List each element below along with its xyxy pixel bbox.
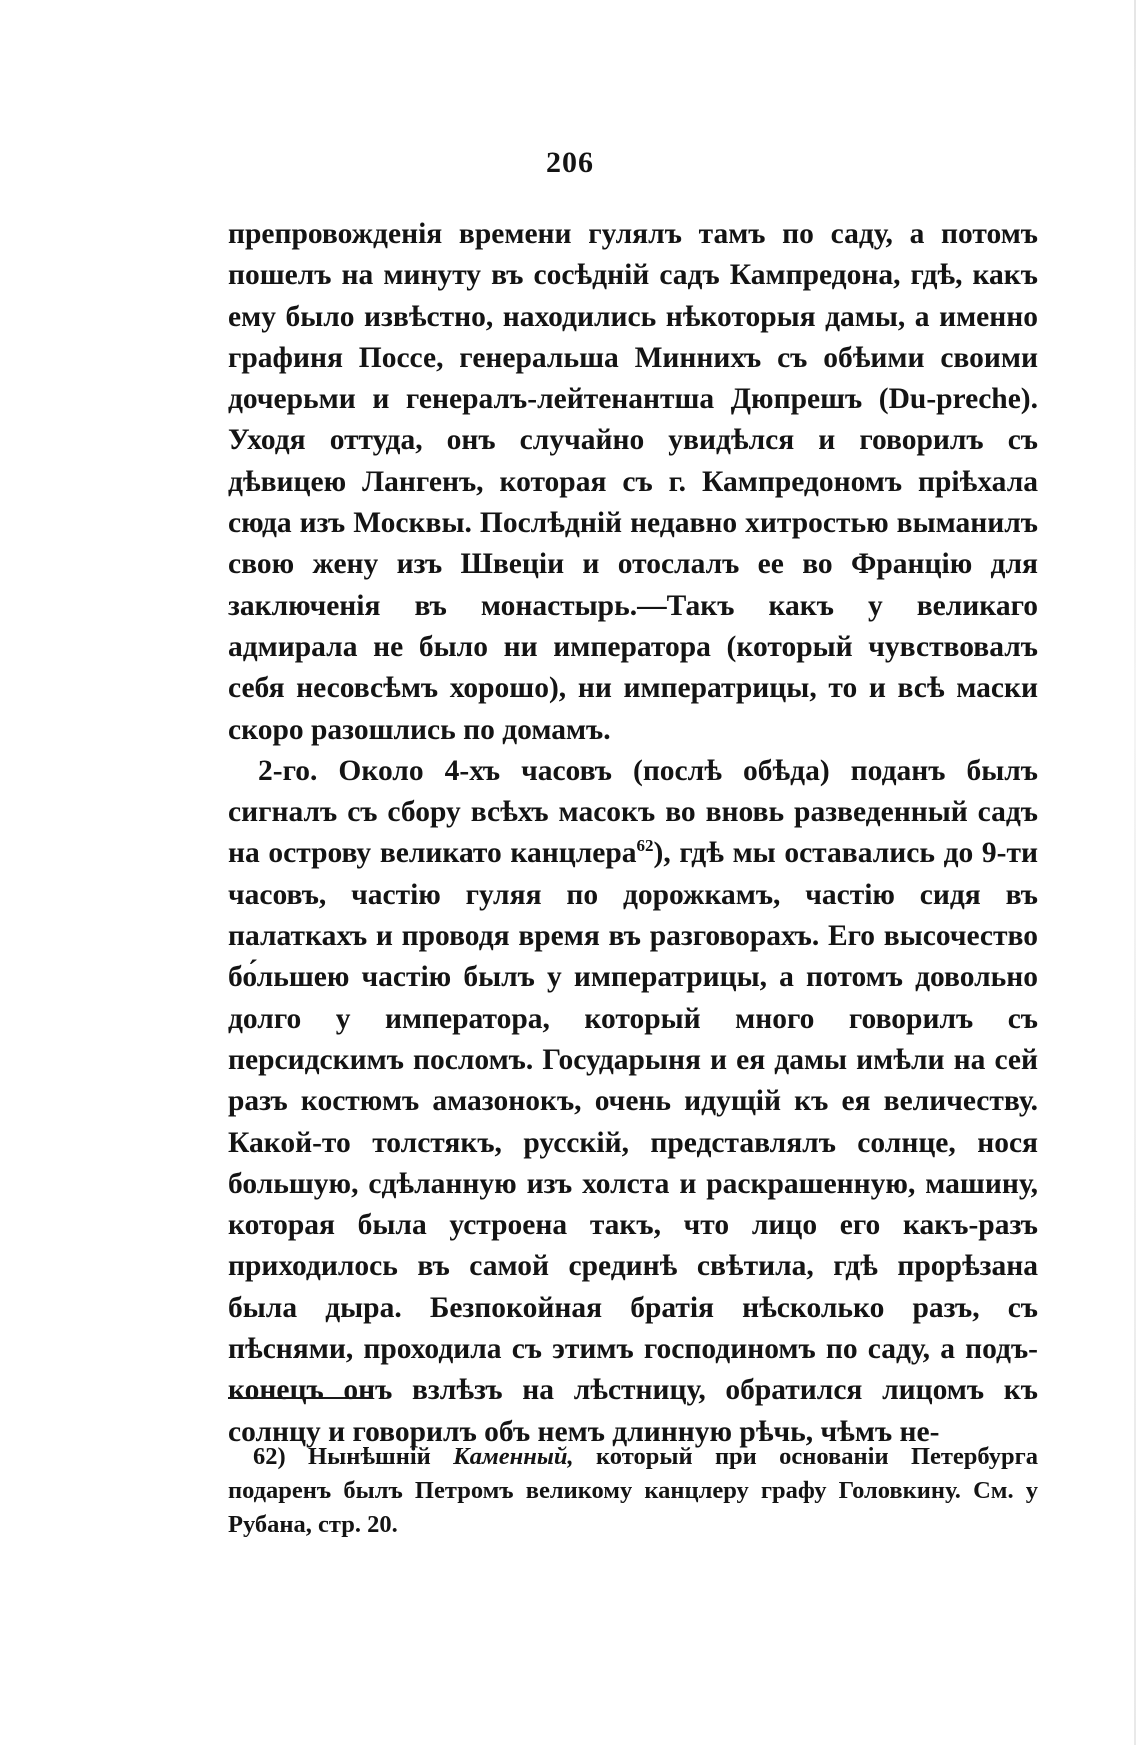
footnote-italic-term: Каменный, — [453, 1443, 574, 1470]
footnote-number: 62) — [253, 1443, 286, 1470]
footnote-text-end: который при основаніи Петербурга подаренъ былъ Петромъ великому канцлеру графу Головкину. См. у Рубана, стр. 20. — [228, 1443, 1038, 1538]
footnote-text-start: Нынѣшній — [308, 1443, 431, 1470]
paragraph-2-text-start: 2-го. Около 4-хъ часовъ (послѣ обѣда) поданъ былъ сигналъ съ сбору всѣхъ масокъ во вновь разведенный садъ на острову великато канцлера — [228, 754, 1038, 870]
main-text — [228, 214, 1038, 1453]
footnote-reference: 62 — [636, 836, 654, 856]
scan-edge-shadow — [1134, 0, 1136, 1745]
paragraph-1: препровожденія времени гулялъ тамъ по саду, а потомъ пошелъ на минуту въ сосѣдній садъ Кампредона, гдѣ, какъ ему было извѣстно, находились нѣкоторыя дамы, а именно графиня Поссе, генеральша Миннихъ съ обѣими своими дочерьми и генералъ-лейтенантша Дюпрешъ (Du-preche). Уходя оттуда, онъ случайно увидѣлся и говорилъ съ дѣвицею Лангенъ, которая съ г. Кампредономъ пріѣхала сюда изъ Москвы. Послѣдній недавно хитростью выманилъ свою жену изъ Швеціи и отослалъ ее во Францію для заключенія въ монастырь.—Такъ какъ у великаго адмирала не было ни императора (который чувствовалъ себя несовсѣмъ хорошо), ни императрицы, то и всѣ маски скоро разошлись по домамъ. — [228, 218, 1038, 746]
footnote-62 — [228, 1440, 1038, 1542]
paragraph-2-text-end: ), гдѣ мы оставались до 9-ти часовъ, частію гуляя по дорожкамъ, частію сидя въ палаткахъ и проводя время въ разговорахъ. Его высочество бо́льшею частію былъ у императрицы, а потомъ довольно долго у императора, который много говорилъ съ персидскимъ посломъ. Государыня и ея дамы имѣли на сей разъ костюмъ амазонокъ, очень идущій къ ея величеству. Какой-то толстякъ, русскій, представлялъ солнце, нося большую, сдѣланную изъ холста и раскрашенную, машину, которая была устроена такъ, что лицо его какъ-разъ приходилось въ самой срединѣ свѣтила, гдѣ прорѣзана была дыра. Безпокойная братія нѣсколько разъ, съ пѣснями, проходила съ этимъ господиномъ по саду, а подъ-конецъ онъ взлѣзъ на лѣстницу, обратился лицомъ къ солнцу и говорилъ объ немъ длинную рѣчь, чѣмъ не- — [228, 837, 1038, 1448]
page-number: 206 — [546, 146, 594, 179]
paragraph-2 — [228, 751, 1038, 1453]
footnote-separator — [228, 1397, 373, 1399]
